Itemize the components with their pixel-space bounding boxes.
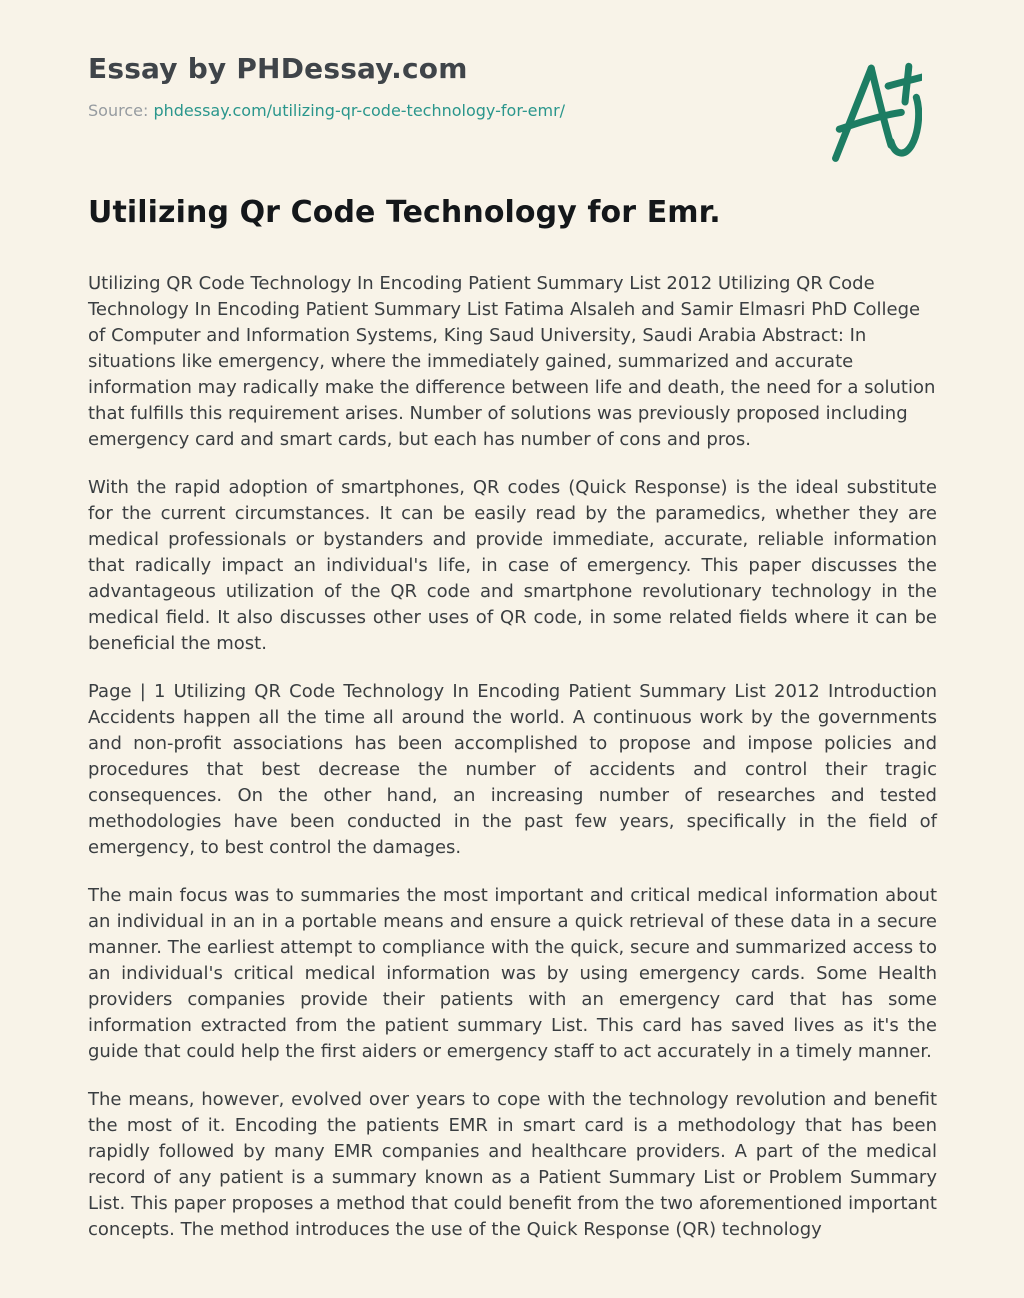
source-line: [88, 100, 937, 122]
source-label: Source:: [88, 101, 149, 120]
page-header: [88, 52, 937, 122]
essay-paragraph-3: Page | 1 Utilizing QR Code Technology In Encoding Patient Summary List 2012 Introduction Accidents happen all the time all around the world. A continuous work by the governments and non-profit associations has been accomplished to propose and impose policies and procedures that best decrease the number of accidents and control their tragic consequences. On the other hand, an increasing number of researches and tested methodologies have been conducted in the past few years, specifically in the field of emergency, to best control the damages.: [88, 681, 937, 858]
essay-paragraph-5: The means, however, evolved over years to cope with the technology revolution and benefit the most of it. Encoding the patients EMR in smart card is a methodology that has been rapidly followed by many EMR companies and healthcare providers. A part of the medical record of any patient is a summary known as a Patient Summary List or Problem Summary List. This paper proposes a method that could benefit from the two aforementioned important concepts. The method introduces the use of the Quick Response (QR) technology: [88, 1089, 937, 1240]
essay-title: Utilizing Qr Code Technology for Emr.: [88, 195, 721, 230]
phdessay-logo: [828, 56, 922, 164]
source-link[interactable]: phdessay.com/utilizing-qr-code-technology-for-emr/: [153, 101, 566, 120]
essay-paragraph-2: With the rapid adoption of smartphones, QR codes (Quick Response) is the ideal substitute for the current circumstances. It can be easily read by the paramedics, whether they are medical professionals or bystanders and provide immediate, accurate, reliable information that radically impact an individual's life, in case of emergency. This paper discusses the advantageous utilization of the QR code and smartphone revolutionary technology in the medical field. It also discusses other uses of QR code, in some related fields where it can be beneficial the most.: [88, 477, 937, 654]
essay-paragraph-1: Utilizing QR Code Technology In Encoding Patient Summary List 2012 Utilizing QR Code Technology In Encoding Patient Summary List Fatima Alsaleh and Samir Elmasri PhD College of Computer and Information Systems, King Saud University, Saudi Arabia Abstract: In situations like emergency, where the immediately gained, summarized and accurate information may radically make the difference between life and death, the need for a solution that fulfills this requirement arises. Number of solutions was previously proposed including emergency card and smart cards, but each has number of cons and pros.: [88, 273, 936, 450]
essay-paragraph-4: The main focus was to summaries the most important and critical medical information about an individual in an in a portable means and ensure a quick retrieval of these data in a secure manner. The earliest attempt to compliance with the quick, secure and summarized access to an individual's critical medical information was by using emergency cards. Some Health providers companies provide their patients with an emergency card that has some information extracted from the patient summary List. This card has saved lives as it's the guide that could help the first aiders or emergency staff to act accurately in a timely manner.: [88, 885, 937, 1062]
essay-body: [88, 271, 937, 1243]
a-plus-logo-icon: [828, 56, 922, 164]
site-heading: Essay by PHDessay.com: [88, 52, 468, 85]
